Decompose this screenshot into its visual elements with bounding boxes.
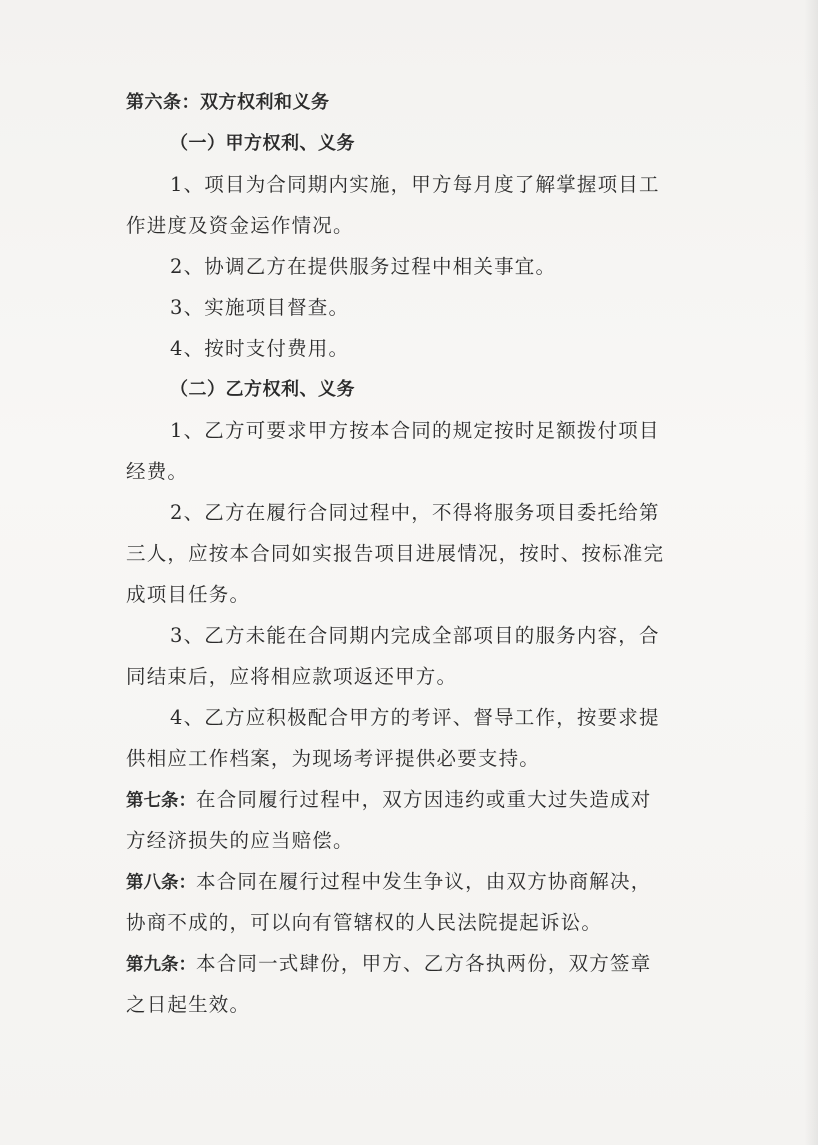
party-a-item4: 4、按时支付费用。 bbox=[170, 337, 350, 360]
party-b-item1-line1: 1、乙方可要求甲方按本合同的规定按时足额拨付项目 bbox=[170, 419, 660, 442]
party-b-item3-line1: 3、乙方未能在合同期内完成全部项目的服务内容，合 bbox=[170, 624, 660, 647]
party-b-item2-line1: 2、乙方在履行合同过程中，不得将服务项目委托给第 bbox=[170, 501, 660, 524]
article7-text-line1: 在合同履行过程中，双方因违约或重大过失造成对 bbox=[196, 788, 652, 811]
article9-line1 bbox=[126, 943, 701, 984]
party-b-item2-line2: 三人，应按本合同如实报告项目进展情况，按时、按标准完 bbox=[126, 542, 665, 565]
party-a-heading: （一）甲方权利、义务 bbox=[170, 133, 355, 154]
party-b-item1-line2: 经费。 bbox=[126, 460, 189, 483]
article7-label: 第七条： bbox=[126, 791, 196, 811]
party-a-item1-line1: 1、项目为合同期内实施，甲方每月度了解掌握项目工 bbox=[170, 173, 660, 196]
article9-line2: 之日起生效。 bbox=[126, 993, 251, 1016]
article8-text-line1: 本合同在履行过程中发生争议，由双方协商解决， bbox=[196, 870, 652, 893]
party-b-item3-line2: 同结束后，应将相应款项返还甲方。 bbox=[126, 665, 458, 688]
contract-body bbox=[126, 82, 701, 1025]
party-b-item2-line3: 成项目任务。 bbox=[126, 583, 251, 606]
article7-line1 bbox=[126, 779, 701, 820]
party-a-item2: 2、协调乙方在提供服务过程中相关事宜。 bbox=[170, 255, 557, 278]
party-b-item4-line2: 供相应工作档案，为现场考评提供必要支持。 bbox=[126, 747, 541, 770]
article9-label: 第九条： bbox=[126, 955, 196, 975]
article6-heading: 第六条：双方权利和义务 bbox=[126, 92, 330, 113]
party-a-item3: 3、实施项目督查。 bbox=[170, 296, 350, 319]
article8-line2: 协商不成的，可以向有管辖权的人民法院提起诉讼。 bbox=[126, 911, 603, 934]
party-b-item4-line1: 4、乙方应积极配合甲方的考评、督导工作，按要求提 bbox=[170, 706, 660, 729]
page-edge-shadow bbox=[804, 0, 818, 1145]
article8-line1 bbox=[126, 861, 701, 902]
party-a-item1-line2: 作进度及资金运作情况。 bbox=[126, 214, 354, 237]
article7-line2: 方经济损失的应当赔偿。 bbox=[126, 829, 354, 852]
party-b-heading: （二）乙方权利、义务 bbox=[170, 379, 355, 400]
article8-label: 第八条： bbox=[126, 873, 196, 893]
article9-text-line1: 本合同一式肆份，甲方、乙方各执两份，双方签章 bbox=[196, 952, 652, 975]
